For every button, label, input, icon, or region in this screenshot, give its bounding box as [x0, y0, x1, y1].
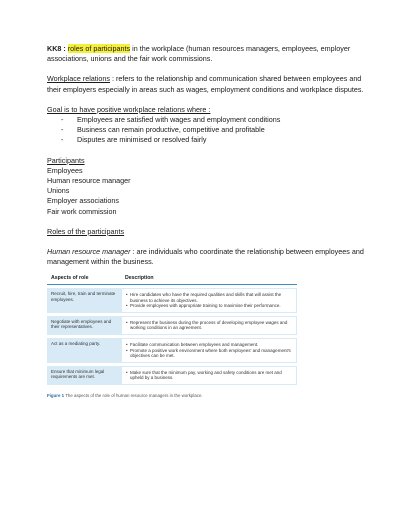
- intro-text: in the workplace (human resources managers, employees, employer associations, unions and the fair work commissions.: [47, 44, 351, 64]
- participant-item: Employees: [47, 165, 83, 175]
- description-cell: [121, 316, 297, 335]
- table-row: [47, 316, 297, 335]
- aspect-cell: Recruit, hire, train and terminate employees.: [47, 288, 121, 313]
- definition-term: Workplace relations: [47, 74, 110, 84]
- participant-item: Unions: [47, 186, 70, 196]
- description-cell: [121, 366, 297, 385]
- table-row: [47, 338, 297, 363]
- description-bullet: • Represent the business during the process of developing employee wages and working conditions in an agreement.: [126, 320, 292, 331]
- description-bullet: • Make sure that the minimum pay, working and safety conditions are met and upheld by a business.: [126, 370, 292, 381]
- hrm-paragraph: [47, 247, 367, 267]
- description-bullet: • Provide employees with appropriate training to maximise their performance.: [126, 303, 292, 309]
- table-row: [47, 288, 297, 313]
- goal-heading: Goal is to have positive workplace relations where :: [47, 104, 211, 114]
- goal-list: [47, 115, 367, 146]
- participant-item: Employer associations: [47, 196, 119, 206]
- description-cell: [121, 288, 297, 313]
- list-item: - Disputes are minimised or resolved fairly: [61, 135, 367, 145]
- participants-heading: Participants: [47, 155, 85, 165]
- list-item: - Employees are satisfied with wages and employment conditions: [61, 115, 367, 125]
- table-header: Aspects of role: [47, 274, 121, 285]
- participant-item: Human resource manager: [47, 176, 131, 186]
- hrm-term: Human resource manager: [47, 247, 131, 257]
- topic-code: KK8 :: [47, 44, 66, 53]
- aspect-cell: Act as a mediating party.: [47, 338, 121, 363]
- table-header: Description: [121, 274, 297, 285]
- highlighted-topic: roles of participants: [67, 44, 131, 53]
- roles-heading: Roles of the participants: [47, 226, 125, 236]
- table-row: [47, 366, 297, 385]
- aspect-cell: Ensure that minimum legal requirements are met.: [47, 366, 121, 385]
- description-bullet: • Promote a positive work environment where both employees' and management's objectives can be met.: [126, 348, 292, 359]
- document-page: [47, 44, 367, 401]
- description-cell: [121, 338, 297, 363]
- list-item: - Business can remain productive, competitive and profitable: [61, 125, 367, 135]
- roles-table: [47, 271, 297, 388]
- figure-caption: [47, 391, 367, 401]
- intro-paragraph: [47, 44, 367, 64]
- hrm-text: : are individuals who coordinate the relationship between employees and management within the business.: [47, 247, 364, 267]
- definition-paragraph: [47, 74, 367, 94]
- definition-text: : refers to the relationship and communication shared between employees and their employers especially in areas such as wages, employment conditions and workplace disputes.: [47, 74, 364, 94]
- caption-label: Figure 1: [47, 392, 65, 398]
- description-bullet: • Hire candidates who have the required qualities and skills that will assist the business to achieve its objectives.: [126, 292, 292, 303]
- caption-text: The aspects of the role of human resource managers in the workplace.: [65, 392, 203, 398]
- description-bullet: • Facilitate communication between employees and management.: [126, 342, 292, 348]
- aspect-cell: Negotiate with employees and their representatives.: [47, 316, 121, 335]
- participant-item: Fair work commission: [47, 206, 117, 216]
